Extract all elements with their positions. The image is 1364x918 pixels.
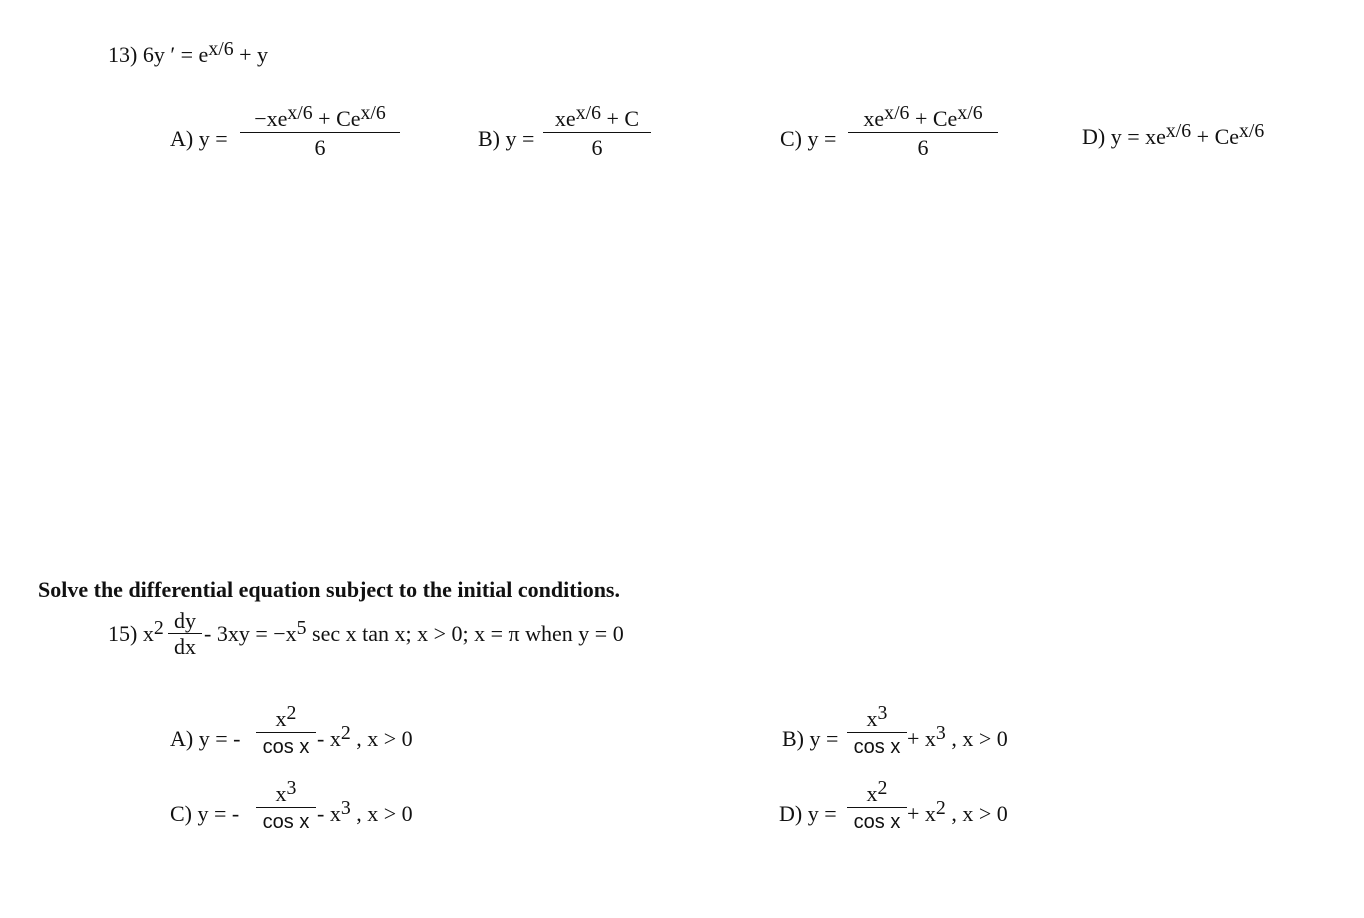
- fraction-bar: [847, 732, 907, 733]
- q15-c-num-exp: 3: [286, 777, 297, 800]
- q15-x5-exp: 5: [296, 617, 307, 640]
- q15-d-num-exp: 2: [877, 777, 888, 800]
- fraction-bar: [848, 132, 998, 133]
- q15-a-num-exp: 2: [286, 702, 297, 725]
- q15-d-den: cos x: [853, 811, 901, 833]
- q15-b-tail-exp: 3: [935, 722, 946, 745]
- q15-d-tail-b: , x > 0: [945, 801, 1008, 826]
- q13-option-d[interactable]: [1082, 120, 1265, 149]
- q15-c-label: C) y = -: [170, 801, 240, 826]
- q15-b-label: B) y =: [782, 726, 839, 751]
- fraction-bar: [256, 732, 316, 733]
- q13-c-num-a-exp: x/6: [884, 102, 910, 125]
- q13-lhs: 6y ′ = e: [142, 42, 209, 67]
- q13-rhs: + y: [233, 42, 269, 67]
- q15-a-den: cos x: [262, 736, 310, 758]
- q15-b-tail-b: , x > 0: [945, 726, 1008, 751]
- q13-a-den: 6: [314, 135, 326, 160]
- q13-b-den: 6: [591, 135, 603, 160]
- section-heading: Solve the differential equation subject to the initial conditions.: [38, 577, 620, 602]
- q15-x-exp: 2: [153, 617, 164, 640]
- q15-a-tail-exp: 2: [340, 722, 351, 745]
- q15-c-num: x: [275, 781, 287, 806]
- q15-d-num: x: [866, 781, 878, 806]
- q13-d-mid: + Ce: [1191, 124, 1240, 149]
- q15-d-tail-a: + x: [907, 801, 936, 826]
- fraction-bar: [256, 807, 316, 808]
- q15-d-label: D) y =: [779, 801, 837, 826]
- q13-c-den: 6: [917, 135, 929, 160]
- q15-c-tail-a: - x: [317, 801, 341, 826]
- q15-b-den: cos x: [853, 736, 901, 758]
- q15-equation-rest: [204, 617, 624, 646]
- q15-option-b[interactable]: [782, 728, 838, 750]
- q15-c-tail: [317, 797, 413, 826]
- q13-d-label: D) y = xe: [1082, 124, 1166, 149]
- q13-c-num-b: + Ce: [909, 106, 958, 131]
- q13-exp: x/6: [208, 38, 234, 61]
- q15-c-tail-exp: 3: [340, 797, 351, 820]
- q15-a-fraction: [256, 702, 316, 758]
- q15-option-d[interactable]: [779, 803, 837, 825]
- q15-b-fraction: [847, 702, 907, 758]
- q15-a-label: A) y = -: [170, 726, 241, 751]
- q13-a-num-b: + Ce: [312, 106, 361, 131]
- fraction-bar: [543, 132, 651, 133]
- q13-option-a[interactable]: [170, 128, 228, 150]
- q15-dydx-fraction: [168, 610, 202, 658]
- q13-b-label: B) y =: [478, 126, 535, 151]
- q15-c-fraction: [256, 777, 316, 833]
- q15-b-num-exp: 3: [877, 702, 888, 725]
- q13-number: 13): [108, 42, 138, 67]
- q15-option-a[interactable]: [170, 728, 240, 750]
- q13-c-num-a: xe: [863, 106, 885, 131]
- q13-b-num-a-exp: x/6: [575, 102, 601, 125]
- q15-a-tail-a: - x: [317, 726, 341, 751]
- q13-option-b[interactable]: [478, 128, 534, 150]
- q15-middle: - 3xy = −x: [204, 621, 297, 646]
- q15-d-fraction: [847, 777, 907, 833]
- q13-b-fraction: [543, 102, 651, 160]
- q15-number: 15) x: [108, 621, 154, 646]
- q13-option-c[interactable]: [780, 128, 836, 150]
- q15-dx: dx: [174, 634, 196, 659]
- q13-d-exp2: x/6: [1239, 120, 1265, 143]
- q15-b-tail: [907, 722, 1008, 751]
- q15-a-tail-b: , x > 0: [350, 726, 413, 751]
- q15-a-tail: [317, 722, 413, 751]
- q15-d-tail: [907, 797, 1008, 826]
- q15-c-tail-b: , x > 0: [350, 801, 413, 826]
- q13-b-num-a: xe: [554, 106, 576, 131]
- q13-b-num-b: + C: [600, 106, 640, 131]
- q13-a-fraction: [240, 102, 400, 160]
- q15-option-c[interactable]: [170, 803, 239, 825]
- fraction-bar: [847, 807, 907, 808]
- q15-c-den: cos x: [262, 811, 310, 833]
- question-15: [108, 617, 164, 646]
- q15-d-tail-exp: 2: [935, 797, 946, 820]
- q13-c-label: C) y =: [780, 126, 837, 151]
- q13-c-fraction: [848, 102, 998, 160]
- q15-dy: dy: [174, 608, 196, 633]
- fraction-bar: [240, 132, 400, 133]
- q13-a-num-a: −xe: [254, 106, 288, 131]
- q13-d-exp1: x/6: [1165, 120, 1192, 143]
- q13-a-label: A) y =: [170, 126, 228, 151]
- q15-a-num: x: [275, 706, 287, 731]
- q15-b-num: x: [866, 706, 878, 731]
- q13-a-num-b-exp: x/6: [360, 102, 386, 125]
- question-13: [108, 38, 269, 67]
- q15-b-tail-a: + x: [907, 726, 936, 751]
- q13-c-num-b-exp: x/6: [957, 102, 983, 125]
- q15-tail: sec x tan x; x > 0; x = π when y = 0: [306, 621, 624, 646]
- q13-a-num-a-exp: x/6: [287, 102, 313, 125]
